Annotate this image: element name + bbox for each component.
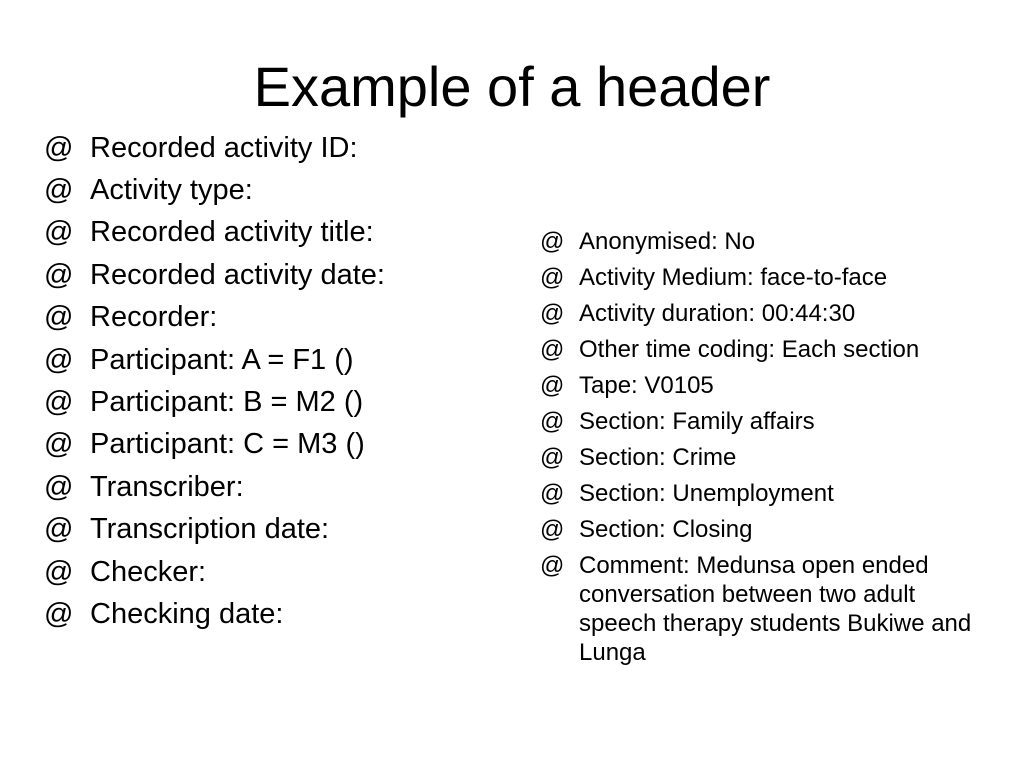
list-item-text: Participant: B = M2 () — [90, 386, 364, 419]
list-item — [44, 593, 514, 635]
bullet-marker: @ — [44, 428, 74, 461]
list-item-text: Checking date: — [90, 597, 284, 630]
bullet-marker: @ — [44, 131, 74, 164]
list-item — [540, 227, 980, 256]
list-item — [540, 371, 980, 400]
list-item-text: Tape: V0105 — [579, 372, 714, 399]
list-item-text: Activity type: — [90, 174, 253, 207]
bullet-marker: @ — [44, 301, 74, 334]
list-item — [540, 407, 980, 436]
bullet-marker: @ — [540, 300, 565, 327]
list-item-text: Transcription date: — [90, 513, 330, 546]
list-item-text: Participant: C = M3 () — [90, 428, 365, 461]
bullet-marker: @ — [44, 343, 74, 376]
bullet-marker: @ — [540, 444, 565, 471]
list-item — [44, 339, 514, 381]
list-item — [540, 299, 980, 328]
right-header-list — [540, 227, 980, 674]
list-item-text: Recorded activity title: — [90, 216, 374, 249]
list-item — [44, 466, 514, 508]
list-item — [44, 127, 514, 169]
bullet-marker: @ — [44, 216, 74, 249]
list-item — [540, 479, 980, 508]
bullet-marker: @ — [540, 336, 565, 363]
bullet-marker: @ — [44, 258, 74, 291]
bullet-marker: @ — [540, 408, 565, 435]
list-item-text: Participant: A = F1 () — [90, 343, 354, 376]
list-item-text: Activity Medium: face-to-face — [579, 264, 888, 291]
list-item-text: Checker: — [90, 555, 207, 588]
bullet-marker: @ — [540, 480, 565, 507]
bullet-marker: @ — [44, 386, 74, 419]
list-item — [540, 263, 980, 292]
list-item — [44, 254, 514, 296]
list-item-text: Recorded activity ID: — [90, 131, 358, 164]
list-item-text: Section: Closing — [579, 516, 753, 543]
bullet-marker: @ — [540, 372, 565, 399]
list-item — [44, 424, 514, 466]
bullet-marker: @ — [44, 470, 74, 503]
list-item — [44, 169, 514, 211]
list-item — [44, 381, 514, 423]
bullet-marker: @ — [44, 174, 74, 207]
list-item — [540, 443, 980, 472]
list-item — [44, 212, 514, 254]
bullet-marker: @ — [540, 552, 565, 579]
list-item-text: Activity duration: 00:44:30 — [579, 300, 856, 327]
left-header-list — [44, 127, 514, 636]
list-item-text: Other time coding: Each section — [579, 336, 920, 363]
list-item-text: Transcriber: — [90, 470, 244, 503]
list-item — [540, 515, 980, 544]
bullet-marker: @ — [540, 264, 565, 291]
list-item-text: Section: Unemployment — [579, 480, 834, 507]
list-item-text: Recorded activity date: — [90, 258, 385, 291]
bullet-marker: @ — [540, 516, 565, 543]
list-item — [44, 509, 514, 551]
list-item-text: Section: Family affairs — [579, 408, 815, 435]
list-item — [44, 297, 514, 339]
list-item-text: Recorder: — [90, 301, 218, 334]
list-item-text: Section: Crime — [579, 444, 737, 471]
slide-title: Example of a header — [253, 55, 771, 118]
list-item — [540, 335, 980, 364]
bullet-marker: @ — [540, 228, 565, 255]
bullet-marker: @ — [44, 513, 74, 546]
list-item-text: Anonymised: No — [579, 228, 756, 255]
bullet-marker: @ — [44, 597, 74, 630]
bullet-marker: @ — [44, 555, 74, 588]
list-item-text: Comment: Medunsa open ended conversation between two adult speech therapy students Bukiwe and Lunga — [579, 552, 972, 666]
list-item — [540, 551, 980, 667]
list-item — [44, 551, 514, 593]
